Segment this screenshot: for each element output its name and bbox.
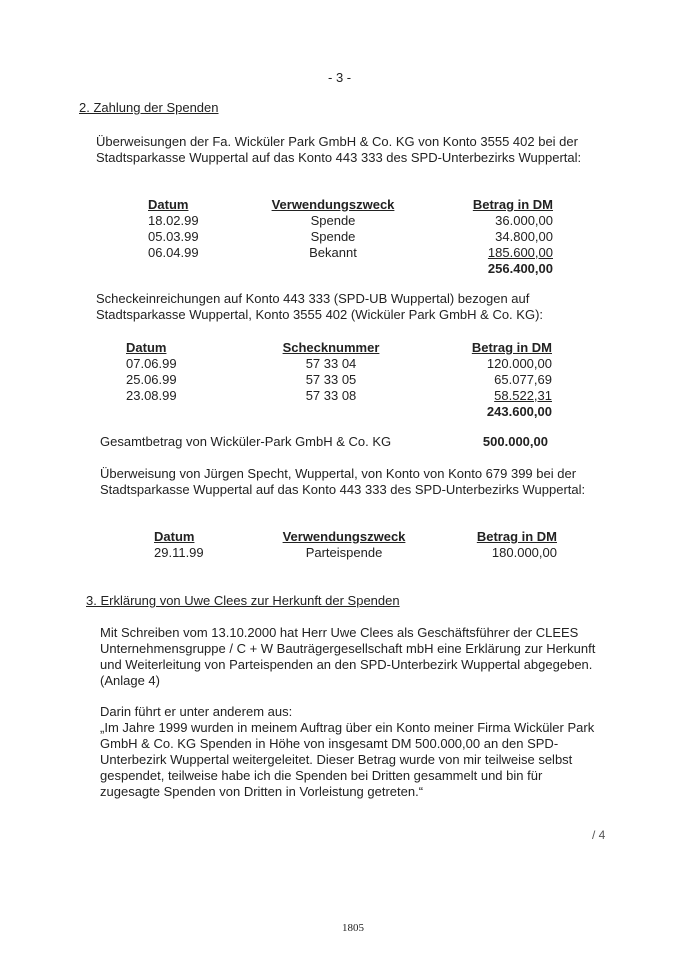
- cell-date: 05.03.99: [148, 229, 199, 244]
- specht-transfer-paragraph: Überweisung von Jürgen Specht, Wuppertal, von Konto von Konto 679 399 bei der Stadtsparkasse Wuppertal auf das Konto 443 333 des SPD-Unterbezirks Wuppertal:: [100, 466, 586, 497]
- col-header-amount: Betrag in DM: [471, 340, 552, 355]
- cell-date: 29.11.99: [154, 545, 204, 560]
- section-2-heading: 2. Zahlung der Spenden: [79, 100, 219, 115]
- grand-total-label: Gesamtbetrag von Wicküler-Park GmbH & Co. KG: [100, 434, 392, 449]
- table-header-row: [126, 340, 552, 356]
- section-3-heading: 3. Erklärung von Uwe Clees zur Herkunft der Spenden: [86, 593, 400, 608]
- col-header-purpose: Verwendungszweck: [271, 197, 395, 212]
- col-header-date: Datum: [154, 529, 195, 544]
- clees-statement-paragraph: Mit Schreiben vom 13.10.2000 hat Herr Uwe Clees als Geschäftsführer der CLEES Unternehmensgruppe / C + W Bauträgergesellschaft mbH eine Erklärung zur Herkunft und Weiterleitung von Parteispenden an den SPD-Unterbezirk Wuppertal abgegeben. (Anlage 4): [100, 625, 596, 688]
- table-header-row: [148, 197, 553, 213]
- cell-amount: 58.522,31: [494, 388, 552, 403]
- cell-date: 18.02.99: [148, 213, 199, 228]
- cell-amount: 65.077,69: [494, 372, 552, 387]
- cell-amount: 185.600,00: [487, 245, 553, 260]
- table-header-row: [154, 529, 557, 545]
- check-paragraph: Scheckeinreichungen auf Konto 443 333 (SPD-UB Wuppertal) bezogen auf Stadtsparkasse Wuppertal, Konto 3555 402 (Wicküler Park GmbH & Co. KG):: [96, 291, 544, 322]
- cell-purpose: Spende: [310, 229, 356, 244]
- col-header-purpose: Verwendungszweck: [282, 529, 406, 544]
- transfer-paragraph: Überweisungen der Fa. Wicküler Park GmbH & Co. KG von Konto 3555 402 bei der Stadtsparkasse Wuppertal auf das Konto 443 333 des SPD-Unterbezirks Wuppertal:: [96, 134, 582, 165]
- cell-check-number: 57 33 05: [305, 372, 357, 387]
- col-header-date: Datum: [126, 340, 167, 355]
- specht-transfer-table: [154, 529, 557, 561]
- table-row: [154, 545, 557, 561]
- quote-intro: Darin führt er unter anderem aus:: [100, 704, 293, 719]
- table-total-row: [126, 404, 552, 420]
- cell-amount: 120.000,00: [486, 356, 552, 371]
- clees-quote: „Im Jahre 1999 wurden in meinem Auftrag über ein Konto meiner Firma Wicküler Park GmbH & Co. KG Spenden in Höhe von insgesamt DM 500.000,00 an den SPD-Unterbezirk Wuppertal weitergeleitet. Dieser Betrag wurde von mir teilweise selbst gespendet, teilweise habe ich die Spenden bei Dritten gesammelt und bin für zugesagte Spenden von Dritten in Vorleistung getreten.“: [100, 720, 595, 799]
- cell-check-number: 57 33 04: [305, 356, 357, 371]
- table-row: [148, 229, 553, 245]
- cell-purpose: Spende: [310, 213, 356, 228]
- col-header-amount: Betrag in DM: [472, 197, 553, 212]
- cell-amount: 180.000,00: [491, 545, 557, 560]
- donation-transfer-table: [148, 197, 553, 277]
- table-row: [126, 356, 552, 372]
- page-number: - 3 -: [328, 70, 352, 85]
- cell-amount: 36.000,00: [495, 213, 553, 228]
- table-row: [126, 372, 552, 388]
- continuation-mark: / 4: [592, 828, 606, 842]
- table-total: 243.600,00: [486, 404, 552, 419]
- cell-date: 23.08.99: [126, 388, 177, 403]
- table-row: [148, 213, 553, 229]
- col-header-amount: Betrag in DM: [476, 529, 557, 544]
- cell-date: 07.06.99: [126, 356, 177, 371]
- cell-amount: 34.800,00: [495, 229, 553, 244]
- grand-total-value: 500.000,00: [482, 434, 548, 449]
- table-row: [126, 388, 552, 404]
- footer-page-number: 1805: [342, 922, 364, 934]
- col-header-date: Datum: [148, 197, 189, 212]
- table-row: [148, 245, 553, 261]
- table-total-row: [148, 261, 553, 277]
- cell-purpose: Bekannt: [309, 245, 357, 260]
- cell-date: 25.06.99: [126, 372, 177, 387]
- cell-purpose: Parteispende: [305, 545, 383, 560]
- cell-check-number: 57 33 08: [305, 388, 357, 403]
- check-table: [126, 340, 552, 420]
- cell-date: 06.04.99: [148, 245, 199, 260]
- col-header-check-number: Schecknummer: [282, 340, 380, 355]
- table-total: 256.400,00: [487, 261, 553, 276]
